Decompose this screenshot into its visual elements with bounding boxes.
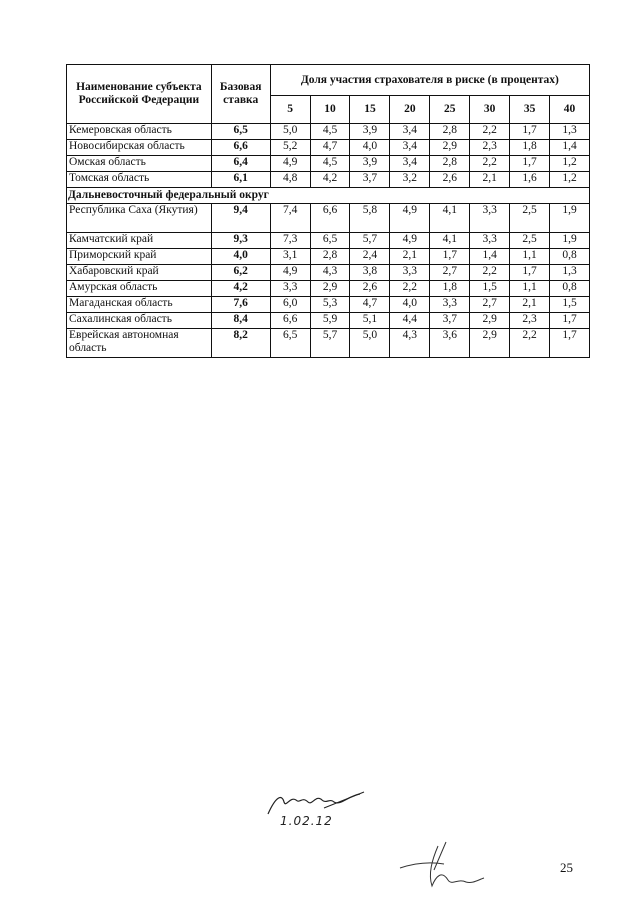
table-row xyxy=(67,265,590,281)
name-column-header: Наименование субъекта Российской Федерации xyxy=(67,65,212,124)
rate-value: 1,7 xyxy=(550,313,590,329)
rate-value: 2,1 xyxy=(390,249,430,265)
rate-value: 1,8 xyxy=(430,281,470,297)
rate-value: 3,3 xyxy=(470,233,510,249)
rate-value: 4,0 xyxy=(390,297,430,313)
rate-value: 6,0 xyxy=(270,297,310,313)
base-rate: 8,4 xyxy=(211,313,270,329)
rate-value: 3,4 xyxy=(390,124,430,140)
rate-value: 1,6 xyxy=(510,172,550,188)
rate-value: 0,8 xyxy=(550,249,590,265)
table-row xyxy=(67,204,590,233)
rate-value: 2,3 xyxy=(510,313,550,329)
base-rate: 4,2 xyxy=(211,281,270,297)
rate-value: 4,9 xyxy=(390,204,430,233)
base-rate: 9,3 xyxy=(211,233,270,249)
rate-value: 4,4 xyxy=(390,313,430,329)
page-number: 25 xyxy=(560,860,573,875)
rate-value: 6,6 xyxy=(270,313,310,329)
rate-value: 5,7 xyxy=(350,233,390,249)
rate-value: 2,9 xyxy=(470,313,510,329)
region-name: Новосибирская область xyxy=(67,140,212,156)
rate-value: 5,7 xyxy=(310,329,350,358)
rate-value: 4,5 xyxy=(310,124,350,140)
rate-value: 1,7 xyxy=(550,329,590,358)
rate-value: 2,1 xyxy=(470,172,510,188)
rate-value: 4,9 xyxy=(270,265,310,281)
rate-value: 3,9 xyxy=(350,156,390,172)
rate-value: 1,8 xyxy=(510,140,550,156)
rate-value: 0,8 xyxy=(550,281,590,297)
rate-value: 3,7 xyxy=(350,172,390,188)
rate-value: 1,9 xyxy=(550,204,590,233)
rate-value: 1,4 xyxy=(550,140,590,156)
rate-value: 3,7 xyxy=(430,313,470,329)
rate-value: 2,2 xyxy=(470,156,510,172)
rate-value: 5,0 xyxy=(350,329,390,358)
rate-value: 3,4 xyxy=(390,156,430,172)
rate-value: 6,5 xyxy=(310,233,350,249)
table-row xyxy=(67,233,590,249)
rate-value: 1,3 xyxy=(550,265,590,281)
rate-value: 2,4 xyxy=(350,249,390,265)
rate-value: 1,7 xyxy=(510,124,550,140)
rate-value: 1,7 xyxy=(430,249,470,265)
rate-value: 2,3 xyxy=(470,140,510,156)
rate-value: 2,7 xyxy=(470,297,510,313)
rate-value: 3,3 xyxy=(470,204,510,233)
rate-value: 3,4 xyxy=(390,140,430,156)
rate-value: 6,5 xyxy=(270,329,310,358)
rate-value: 2,6 xyxy=(350,281,390,297)
rate-value: 2,2 xyxy=(470,124,510,140)
rate-value: 3,8 xyxy=(350,265,390,281)
rate-value: 3,2 xyxy=(390,172,430,188)
base-rate: 6,1 xyxy=(211,172,270,188)
region-name: Приморский край xyxy=(67,249,212,265)
rate-value: 3,3 xyxy=(390,265,430,281)
table-row xyxy=(67,313,590,329)
rate-value: 4,3 xyxy=(390,329,430,358)
table-row xyxy=(67,140,590,156)
percent-header: 5 xyxy=(270,96,310,124)
rate-value: 2,1 xyxy=(510,297,550,313)
signature-date: 1.02.12 xyxy=(280,814,333,828)
rate-value: 4,1 xyxy=(430,233,470,249)
rate-value: 2,8 xyxy=(430,124,470,140)
rate-value: 1,2 xyxy=(550,172,590,188)
rate-value: 2,2 xyxy=(470,265,510,281)
percent-header: 10 xyxy=(310,96,350,124)
rate-value: 4,1 xyxy=(430,204,470,233)
rate-value: 2,5 xyxy=(510,204,550,233)
rate-value: 1,5 xyxy=(550,297,590,313)
percent-header: 35 xyxy=(510,96,550,124)
rate-value: 3,3 xyxy=(270,281,310,297)
rate-value: 2,8 xyxy=(430,156,470,172)
rate-value: 4,5 xyxy=(310,156,350,172)
base-rate: 9,4 xyxy=(211,204,270,233)
base-rate: 6,4 xyxy=(211,156,270,172)
section-title: Дальневосточный федеральный округ xyxy=(67,188,590,204)
rate-value: 5,8 xyxy=(350,204,390,233)
region-name: Республика Саха (Якутия) xyxy=(67,204,212,233)
percent-header: 40 xyxy=(550,96,590,124)
rate-value: 4,7 xyxy=(310,140,350,156)
rate-value: 5,0 xyxy=(270,124,310,140)
rate-value: 4,9 xyxy=(270,156,310,172)
rate-value: 1,1 xyxy=(510,249,550,265)
rate-value: 3,6 xyxy=(430,329,470,358)
rate-value: 4,2 xyxy=(310,172,350,188)
base-rate: 8,2 xyxy=(211,329,270,358)
region-name: Еврейская автономная область xyxy=(67,329,212,358)
rate-value: 6,6 xyxy=(310,204,350,233)
rate-value: 5,2 xyxy=(270,140,310,156)
share-column-header: Доля участия страхователя в риске (в процентах) xyxy=(270,65,589,96)
rate-value: 2,2 xyxy=(510,329,550,358)
base-rate: 6,6 xyxy=(211,140,270,156)
region-name: Сахалинская область xyxy=(67,313,212,329)
rate-value: 2,2 xyxy=(390,281,430,297)
region-name: Томская область xyxy=(67,172,212,188)
region-name: Хабаровский край xyxy=(67,265,212,281)
base-rate-column-header: Базовая ставка xyxy=(211,65,270,124)
rate-value: 1,4 xyxy=(470,249,510,265)
rate-value: 3,1 xyxy=(270,249,310,265)
rate-value: 2,9 xyxy=(470,329,510,358)
table-row xyxy=(67,156,590,172)
percent-header: 25 xyxy=(430,96,470,124)
section-row xyxy=(67,188,590,204)
rate-value: 1,5 xyxy=(470,281,510,297)
rate-value: 2,6 xyxy=(430,172,470,188)
rate-value: 7,4 xyxy=(270,204,310,233)
base-rate: 6,5 xyxy=(211,124,270,140)
rate-value: 2,9 xyxy=(310,281,350,297)
region-name: Амурская область xyxy=(67,281,212,297)
table-row xyxy=(67,297,590,313)
region-name: Камчатский край xyxy=(67,233,212,249)
rate-value: 1,2 xyxy=(550,156,590,172)
signature-mark-2 xyxy=(398,840,488,895)
percent-header: 30 xyxy=(470,96,510,124)
base-rate: 7,6 xyxy=(211,297,270,313)
table-row xyxy=(67,172,590,188)
region-name: Магаданская область xyxy=(67,297,212,313)
rate-value: 7,3 xyxy=(270,233,310,249)
rate-value: 1,1 xyxy=(510,281,550,297)
table-row xyxy=(67,249,590,265)
rate-value: 4,8 xyxy=(270,172,310,188)
rates-table xyxy=(66,64,590,358)
rate-value: 1,3 xyxy=(550,124,590,140)
rate-value: 3,9 xyxy=(350,124,390,140)
rate-value: 4,7 xyxy=(350,297,390,313)
table-row xyxy=(67,281,590,297)
base-rate: 6,2 xyxy=(211,265,270,281)
rate-value: 2,5 xyxy=(510,233,550,249)
rate-value: 2,8 xyxy=(310,249,350,265)
table-row xyxy=(67,124,590,140)
rate-value: 2,9 xyxy=(430,140,470,156)
rate-value: 1,7 xyxy=(510,265,550,281)
rate-value: 2,7 xyxy=(430,265,470,281)
percent-header: 15 xyxy=(350,96,390,124)
rate-value: 3,3 xyxy=(430,297,470,313)
base-rate: 4,0 xyxy=(211,249,270,265)
rate-value: 5,9 xyxy=(310,313,350,329)
percent-header: 20 xyxy=(390,96,430,124)
table-row xyxy=(67,329,590,358)
rate-value: 1,9 xyxy=(550,233,590,249)
rate-value: 5,3 xyxy=(310,297,350,313)
rate-value: 4,9 xyxy=(390,233,430,249)
rate-value: 5,1 xyxy=(350,313,390,329)
rate-value: 4,0 xyxy=(350,140,390,156)
region-name: Омская область xyxy=(67,156,212,172)
rate-value: 4,3 xyxy=(310,265,350,281)
region-name: Кемеровская область xyxy=(67,124,212,140)
rate-value: 1,7 xyxy=(510,156,550,172)
